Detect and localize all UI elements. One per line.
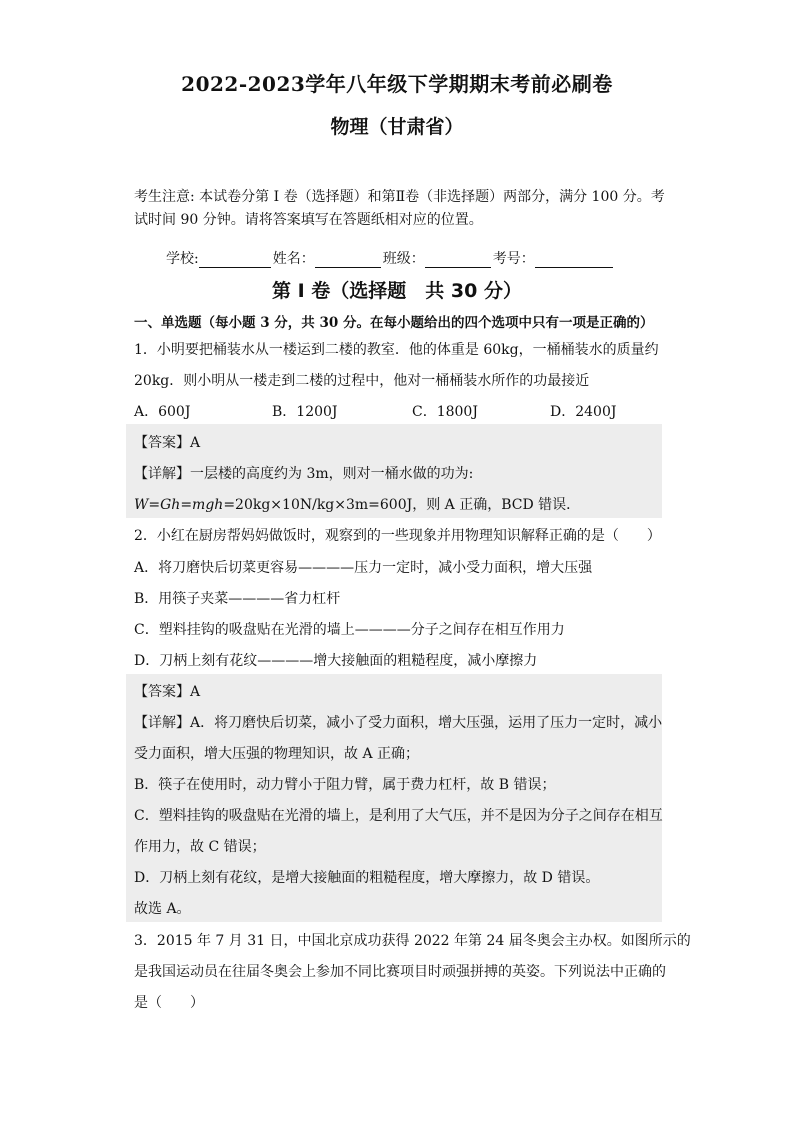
q1-option-a[interactable]: A．600J bbox=[134, 404, 191, 420]
page-subtitle: 物理（甘肃省） bbox=[330, 116, 464, 138]
q2-detail-line: 【详解】A．将刀磨快后切菜，减小了受力面积，增大压强，运用了压力一定时，减小 bbox=[134, 715, 663, 731]
q2-option-b[interactable]: B．用筷子夹菜————省力杠杆 bbox=[134, 591, 341, 607]
q2-detail-line: 作用力，故 C 错误； bbox=[134, 839, 266, 855]
q2-option-d[interactable]: D．刀柄上刻有花纹————增大接触面的粗糙程度，减小摩擦力 bbox=[134, 653, 538, 669]
exam-number-blank[interactable] bbox=[535, 253, 613, 268]
q2-detail-line: D．刀柄上刻有花纹，是增大接触面的粗糙程度，增大摩擦力，故 D 错误。 bbox=[134, 870, 600, 886]
q1-stem-line1: 1．小明要把桶装水从一楼运到二楼的教室．他的体重是 60kg，一桶桶装水的质量约 bbox=[134, 342, 659, 358]
q2-detail-line: B．筷子在使用时，动力臂小于阻力臂，属于费力杠杆，故 B 错误； bbox=[134, 777, 556, 793]
class-label: 班级： bbox=[382, 251, 425, 267]
section-title: 一、单选题（每小题 3 分，共 30 分。在每小题给出的四个选项中只有一项是正确的） bbox=[134, 315, 654, 331]
q2-stem: 2．小红在厨房帮妈妈做饭时，观察到的一些现象并用物理知识解释正确的是（ ） bbox=[134, 528, 661, 544]
q1-formula: W=Gh=mgh bbox=[134, 497, 224, 513]
q1-option-b[interactable]: B．1200J bbox=[272, 404, 338, 420]
q1-option-c[interactable]: C．1800J bbox=[412, 404, 478, 420]
q2-option-c[interactable]: C．塑料挂钩的吸盘贴在光滑的墙上————分子之间存在相互作用力 bbox=[134, 622, 565, 638]
exam-number-label: 考号： bbox=[492, 251, 535, 267]
q2-detail-line: C．塑料挂钩的吸盘贴在光滑的墙上，是利用了大气压，并不是因为分子之间存在相互 bbox=[134, 808, 663, 824]
q1-stem-line2: 20kg．则小明从一楼走到二楼的过程中，他对一桶桶装水所作的功最接近 bbox=[134, 373, 590, 389]
volume-title: 第 I 卷（选择题 共 30 分） bbox=[272, 280, 522, 302]
q3-stem-line: 是（ ） bbox=[134, 995, 204, 1011]
q1-detail-line1: 【详解】一层楼的高度约为 3m，则对一桶水做的功为: bbox=[134, 466, 474, 482]
q2-option-a[interactable]: A．将刀磨快后切菜更容易————压力一定时，减小受力面积，增大压强 bbox=[134, 560, 593, 576]
q1-detail-rest: =20kg×10N/kg×3m=600J，则 A 正确，BCD 错误． bbox=[223, 497, 581, 513]
q2-detail-line: 故选 A。 bbox=[134, 901, 191, 917]
name-blank[interactable] bbox=[315, 253, 381, 268]
name-label: 姓名： bbox=[272, 251, 315, 267]
q2-detail-line: 受力面积，增大压强的物理知识，故 A 正确； bbox=[134, 746, 420, 762]
q1-answer: 【答案】A bbox=[134, 435, 201, 451]
page-title: 2022-2023学年八年级下学期期末考前必刷卷 bbox=[181, 72, 613, 96]
q3-stem-line: 是我国运动员在往届冬奥会上参加不同比赛项目时顽强拼搏的英姿。下列说法中正确的 bbox=[134, 964, 666, 980]
exam-notice: 考生注意: 本试卷分第 I 卷（选择题）和第Ⅱ卷（非选择题）两部分，满分 100 分。考试时间 90 分钟。请将答案填写在答题纸相对应的位置。 bbox=[134, 189, 665, 228]
q1-option-d[interactable]: D．2400J bbox=[550, 404, 617, 420]
q3-stem-line: 3．2015 年 7 月 31 日，中国北京成功获得 2022 年第 24 届冬奥会主办权。如图所示的 bbox=[134, 933, 691, 949]
school-label: 学校: bbox=[166, 251, 199, 267]
class-blank[interactable] bbox=[425, 253, 491, 268]
student-info-row bbox=[166, 248, 615, 268]
q1-detail-line2 bbox=[134, 494, 580, 514]
q2-answer: 【答案】A bbox=[134, 684, 201, 700]
school-blank[interactable] bbox=[199, 253, 271, 268]
